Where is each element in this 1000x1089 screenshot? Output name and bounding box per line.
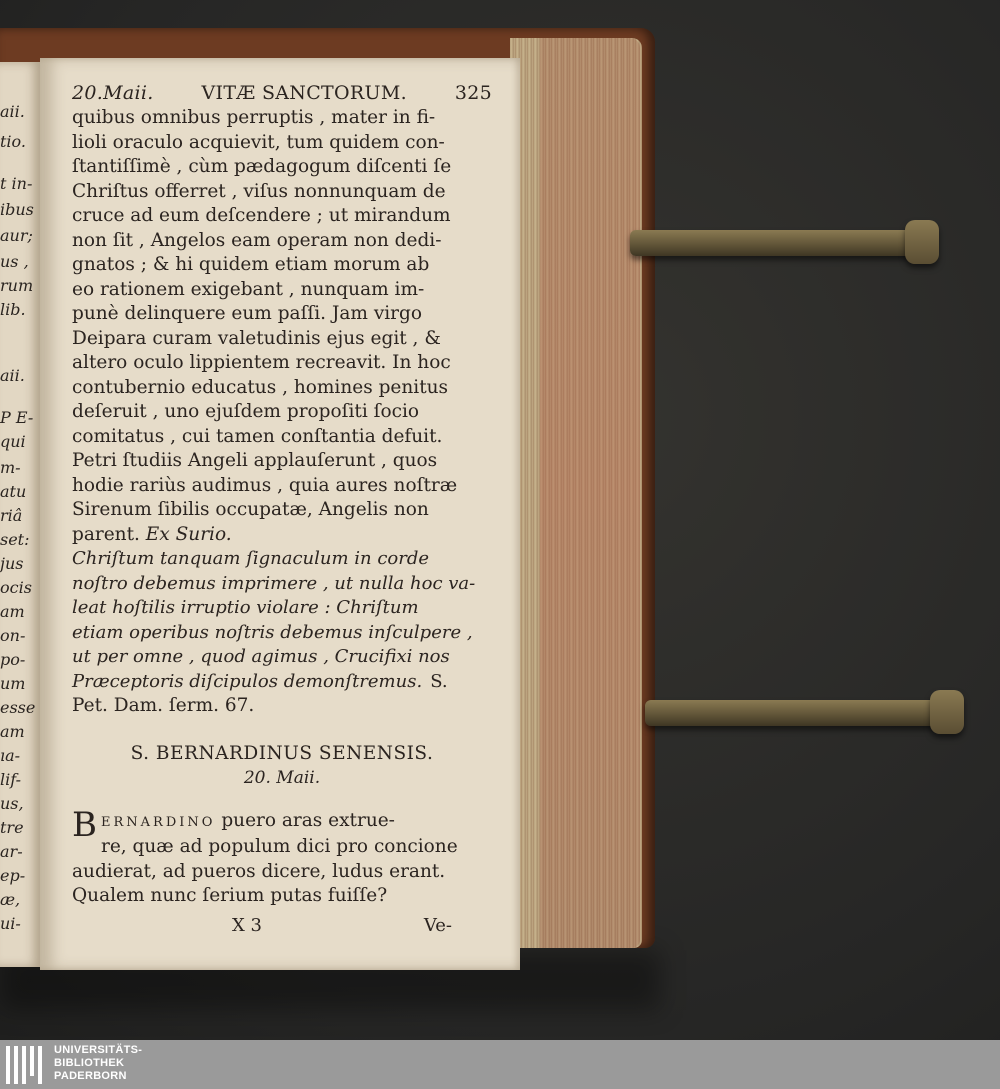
quote-line-text: Præceptoris diſcipulos demonſtremus.	[72, 670, 423, 692]
quote-line: ut per omne , quod agimus , Crucifixi nos	[72, 646, 450, 667]
body-line: Petri ſtudiis Angeli applauſerunt , quos	[72, 450, 438, 471]
upper-clasp-end	[905, 220, 939, 264]
quote-line: etiam operibus noſtris debemus inſculpere ,	[72, 621, 473, 643]
signature-mark: X 3	[232, 914, 262, 936]
left-page-fragment: rum	[0, 276, 34, 295]
quote-line: Chriſtum tanquam ſignaculum in corde	[72, 548, 430, 569]
left-page-fragment: on-	[0, 626, 26, 645]
body-line: lioli oraculo acquievit, tum quidem con-	[72, 131, 445, 153]
right-page	[40, 58, 520, 970]
lower-clasp	[645, 700, 955, 726]
section-date: 20. Maii.	[243, 767, 321, 788]
left-page-fragment: t in-	[0, 174, 33, 193]
body-line: eo rationem exigebant , nunquam im-	[72, 278, 425, 300]
quote-line	[72, 670, 492, 695]
body-line: hodie rariùs audimus , quia aures noſtræ	[72, 474, 458, 496]
left-page-fragment: us,	[0, 794, 24, 813]
left-page-fragment: um	[0, 674, 26, 693]
small-caps-name: ERNARDINO	[101, 814, 216, 830]
running-header	[72, 80, 492, 106]
quote-line: noſtro debemus imprimere , ut nulla hoc va-	[72, 572, 476, 594]
bernardino-line: Qualem nunc ſerium putas fuiſſe?	[72, 885, 388, 906]
page-edge-stain	[540, 38, 640, 948]
lower-clasp-end	[930, 690, 964, 734]
left-page-fragment: ıa-	[0, 746, 21, 765]
body-line: quibus omnibus perruptis , mater in fi-	[72, 107, 436, 128]
left-page-fragment: ar-	[0, 842, 23, 861]
page-footer	[72, 915, 492, 936]
left-page-fragment: m-	[0, 458, 21, 477]
library-footer	[0, 1040, 1000, 1089]
body-line: Deipara curam valetudinis ejus egit , &	[72, 327, 441, 349]
left-page-fragment: atu	[0, 482, 27, 501]
quote-line: leat hoſtilis irruptio violare : Chriſtum	[72, 597, 419, 618]
left-page-fragment: am	[0, 602, 25, 621]
quote-reference	[72, 694, 492, 719]
left-page-fragment: po-	[0, 650, 26, 669]
header-date: 20.Maii.	[72, 82, 154, 104]
body-last-prefix: parent.	[72, 523, 140, 545]
quote-reference-end: Pet. Dam. ſerm. 67.	[72, 695, 255, 716]
left-page-fragment: set:	[0, 530, 30, 549]
body-last-line	[72, 523, 492, 548]
catchword: Ve-	[423, 914, 452, 936]
body-line: gnatos ; & hi quidem etiam morum ab	[72, 254, 430, 275]
bernardino-text	[72, 835, 492, 909]
bernardino-line: audierat, ad pueros dicere, ludus erant.	[72, 860, 446, 882]
left-page-fragment: ibus	[0, 200, 34, 219]
page-number: 325	[454, 82, 492, 104]
left-page-fragment: ep-	[0, 866, 26, 885]
body-line: Sirenum ſibilis occupatæ, Angelis non	[72, 499, 429, 520]
quote-reference-start: S.	[430, 670, 448, 692]
body-line: non ſit , Angelos eam operam non dedi-	[72, 229, 442, 251]
left-page-fragment: P E-	[0, 408, 34, 427]
left-page-fragment: riâ	[0, 506, 23, 525]
body-line: punè delinquere eum paſſi. Jam virgo	[72, 303, 423, 324]
body-line: comitatus , cui tamen conſtantia defuit.	[72, 425, 443, 447]
drop-cap: B	[72, 804, 97, 845]
left-page-fragment: tre	[0, 818, 24, 837]
header-title: VITÆ SANCTORUM.	[201, 82, 407, 104]
body-line: ſtantiſſimè , cùm pædagogum diſcenti ſe	[72, 156, 452, 177]
left-page	[0, 62, 42, 967]
left-page-fragment: æ,	[0, 890, 21, 909]
left-page-fragment: aii.	[0, 102, 25, 121]
upper-clasp	[630, 230, 930, 256]
left-page-fragment: jus	[0, 554, 24, 573]
left-page-fragment: am	[0, 722, 25, 741]
left-page-fragment: us ,	[0, 252, 29, 271]
left-page-fragment: tio.	[0, 132, 26, 151]
left-page-fragment: lif-	[0, 770, 21, 789]
first-line-rest: puero aras extrue-	[221, 809, 395, 831]
left-page-fragment: qui	[0, 432, 26, 451]
left-page-fragment: aur;	[0, 226, 33, 245]
body-line: cruce ad eum deſcendere ; ut mirandum	[72, 205, 451, 226]
body-text	[72, 106, 492, 523]
left-page-fragment: ui-	[0, 914, 21, 933]
page-text	[72, 80, 492, 936]
body-line: Chriſtus offerret , viſus nonnunquam de	[72, 180, 446, 202]
left-page-fragment: lib.	[0, 300, 26, 319]
quote-text	[72, 547, 492, 694]
section-heading: S. BERNARDINUS SENENSIS.	[130, 742, 434, 764]
library-logo-icon	[6, 1046, 48, 1084]
left-page-fragment: aii.	[0, 366, 25, 385]
left-page-fragment: esse	[0, 698, 36, 717]
source-citation: Ex Surio.	[145, 523, 232, 545]
left-page-fragment: ocis	[0, 578, 32, 597]
body-line: contubernio educatus , homines penitus	[72, 376, 449, 398]
library-logo-text: UNIVERSITÄTS- BIBLIOTHEK PADERBORN	[54, 1044, 143, 1082]
body-line: altero oculo lippientem recreavit. In hoc	[72, 352, 451, 373]
bernardino-line: re, quæ ad populum dici pro concione	[101, 836, 458, 857]
body-line: deſeruit , uno ejuſdem propoſiti ſocio	[72, 401, 420, 422]
bernardino-first-line	[72, 804, 492, 845]
